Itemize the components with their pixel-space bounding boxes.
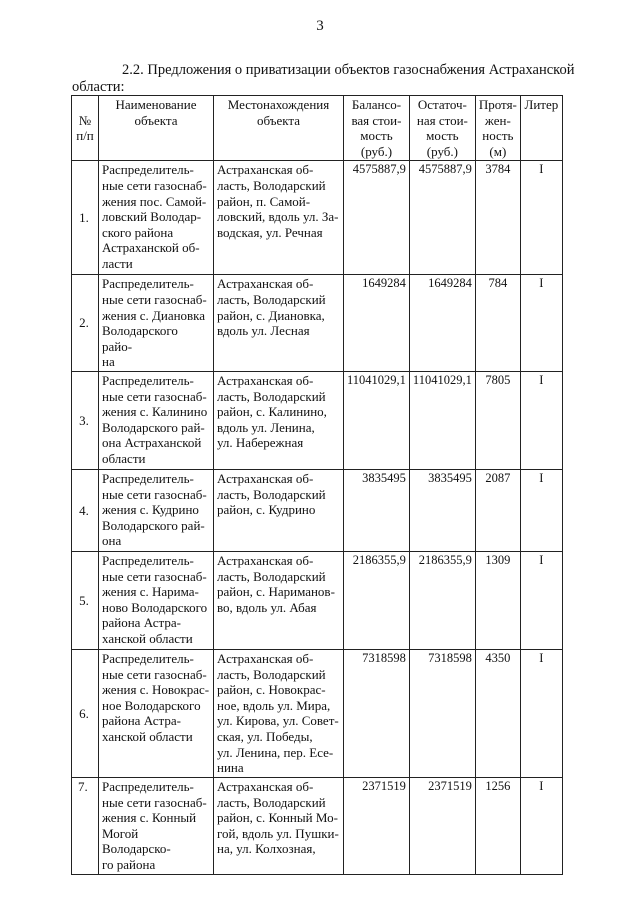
liter-value: I (520, 469, 562, 551)
liter-value: I (520, 551, 562, 649)
residual-value: 2371519 (409, 777, 475, 874)
object-name: Распределитель- ные сети газоснаб- жения с. Калинино Володарского рай- она Астраханской области (99, 371, 214, 469)
objects-table (71, 95, 563, 875)
object-location: Астраханская об- ласть, Володарский район, с. Калинино, вдоль ул. Ленина, ул. Набережная (214, 371, 344, 469)
table-row (72, 777, 563, 874)
balance-value: 11041029,1 (344, 371, 410, 469)
row-number: 7. (72, 777, 99, 874)
row-number: 3. (72, 371, 99, 469)
header-residual-value: Остаточ- ная стои- мость (руб.) (409, 96, 475, 161)
balance-value: 3835495 (344, 469, 410, 551)
object-name: Распределитель- ные сети газоснаб- жения с. Диановка Володарского райо- на (99, 275, 214, 372)
table-row (72, 371, 563, 469)
residual-value: 2186355,9 (409, 551, 475, 649)
table-row (72, 275, 563, 372)
liter-value: I (520, 777, 562, 874)
object-location: Астраханская об- ласть, Володарский район, с. Новокрас- ное, вдоль ул. Мира, ул. Кирова, ул. Совет- ская, ул. Победы, ул. Ленина, пер. Есе- нина (214, 649, 344, 777)
section-heading: 2.2. Предложения о приватизации объектов газоснабжения Астраханской области: (72, 62, 575, 95)
object-location: Астраханская об- ласть, Володарский район, с. Кудрино (214, 469, 344, 551)
table-row (72, 161, 563, 275)
liter-value: I (520, 161, 562, 275)
liter-value: I (520, 275, 562, 372)
balance-value: 2371519 (344, 777, 410, 874)
length-value: 1309 (475, 551, 520, 649)
length-value: 1256 (475, 777, 520, 874)
row-number: 2. (72, 275, 99, 372)
header-liter: Литер (520, 96, 562, 161)
page-number: 3 (316, 18, 324, 34)
residual-value: 4575887,9 (409, 161, 475, 275)
object-location: Астраханская об- ласть, Володарский район, с. Конный Мо- гой, вдоль ул. Пушки- на, ул. Колхозная, (214, 777, 344, 874)
object-location: Астраханская об- ласть, Володарский район, п. Самой- ловский, вдоль ул. За- водская, ул. Речная (214, 161, 344, 275)
residual-value: 1649284 (409, 275, 475, 372)
object-name: Распределитель- ные сети газоснаб- жения пос. Самой- ловский Володар- ского района Астраханской об- ласти (99, 161, 214, 275)
row-number: 6. (72, 649, 99, 777)
object-name: Распределитель- ные сети газоснаб- жения с. Нарима- ново Володарского района Астра- ханской области (99, 551, 214, 649)
object-name: Распределитель- ные сети газоснаб- жения с. Новокрас- ное Володарского района Астра- ханской области (99, 649, 214, 777)
row-number: 5. (72, 551, 99, 649)
row-number: 1. (72, 161, 99, 275)
object-name: Распределитель- ные сети газоснаб- жения с. Кудрино Володарского рай- она (99, 469, 214, 551)
length-value: 784 (475, 275, 520, 372)
length-value: 2087 (475, 469, 520, 551)
length-value: 4350 (475, 649, 520, 777)
object-location: Астраханская об- ласть, Володарский район, с. Нариманов- во, вдоль ул. Абая (214, 551, 344, 649)
header-name: Наименование объекта (99, 96, 214, 161)
balance-value: 7318598 (344, 649, 410, 777)
liter-value: I (520, 649, 562, 777)
row-number: 4. (72, 469, 99, 551)
balance-value: 2186355,9 (344, 551, 410, 649)
residual-value: 11041029,1 (409, 371, 475, 469)
balance-value: 4575887,9 (344, 161, 410, 275)
object-location: Астраханская об- ласть, Володарский район, с. Диановка, вдоль ул. Лесная (214, 275, 344, 372)
liter-value: I (520, 371, 562, 469)
object-name: Распределитель- ные сети газоснаб- жения с. Конный Могой Володарско- го района (99, 777, 214, 874)
table-header-row (72, 96, 563, 161)
header-length: Протя- жен- ность (м) (475, 96, 520, 161)
length-value: 7805 (475, 371, 520, 469)
residual-value: 7318598 (409, 649, 475, 777)
length-value: 3784 (475, 161, 520, 275)
table-row (72, 649, 563, 777)
table-row (72, 469, 563, 551)
residual-value: 3835495 (409, 469, 475, 551)
header-location: Местонахождения объекта (214, 96, 344, 161)
table-row (72, 551, 563, 649)
header-balance-value: Балансо- вая стои- мость (руб.) (344, 96, 410, 161)
balance-value: 1649284 (344, 275, 410, 372)
header-num: № п/п (72, 96, 99, 161)
